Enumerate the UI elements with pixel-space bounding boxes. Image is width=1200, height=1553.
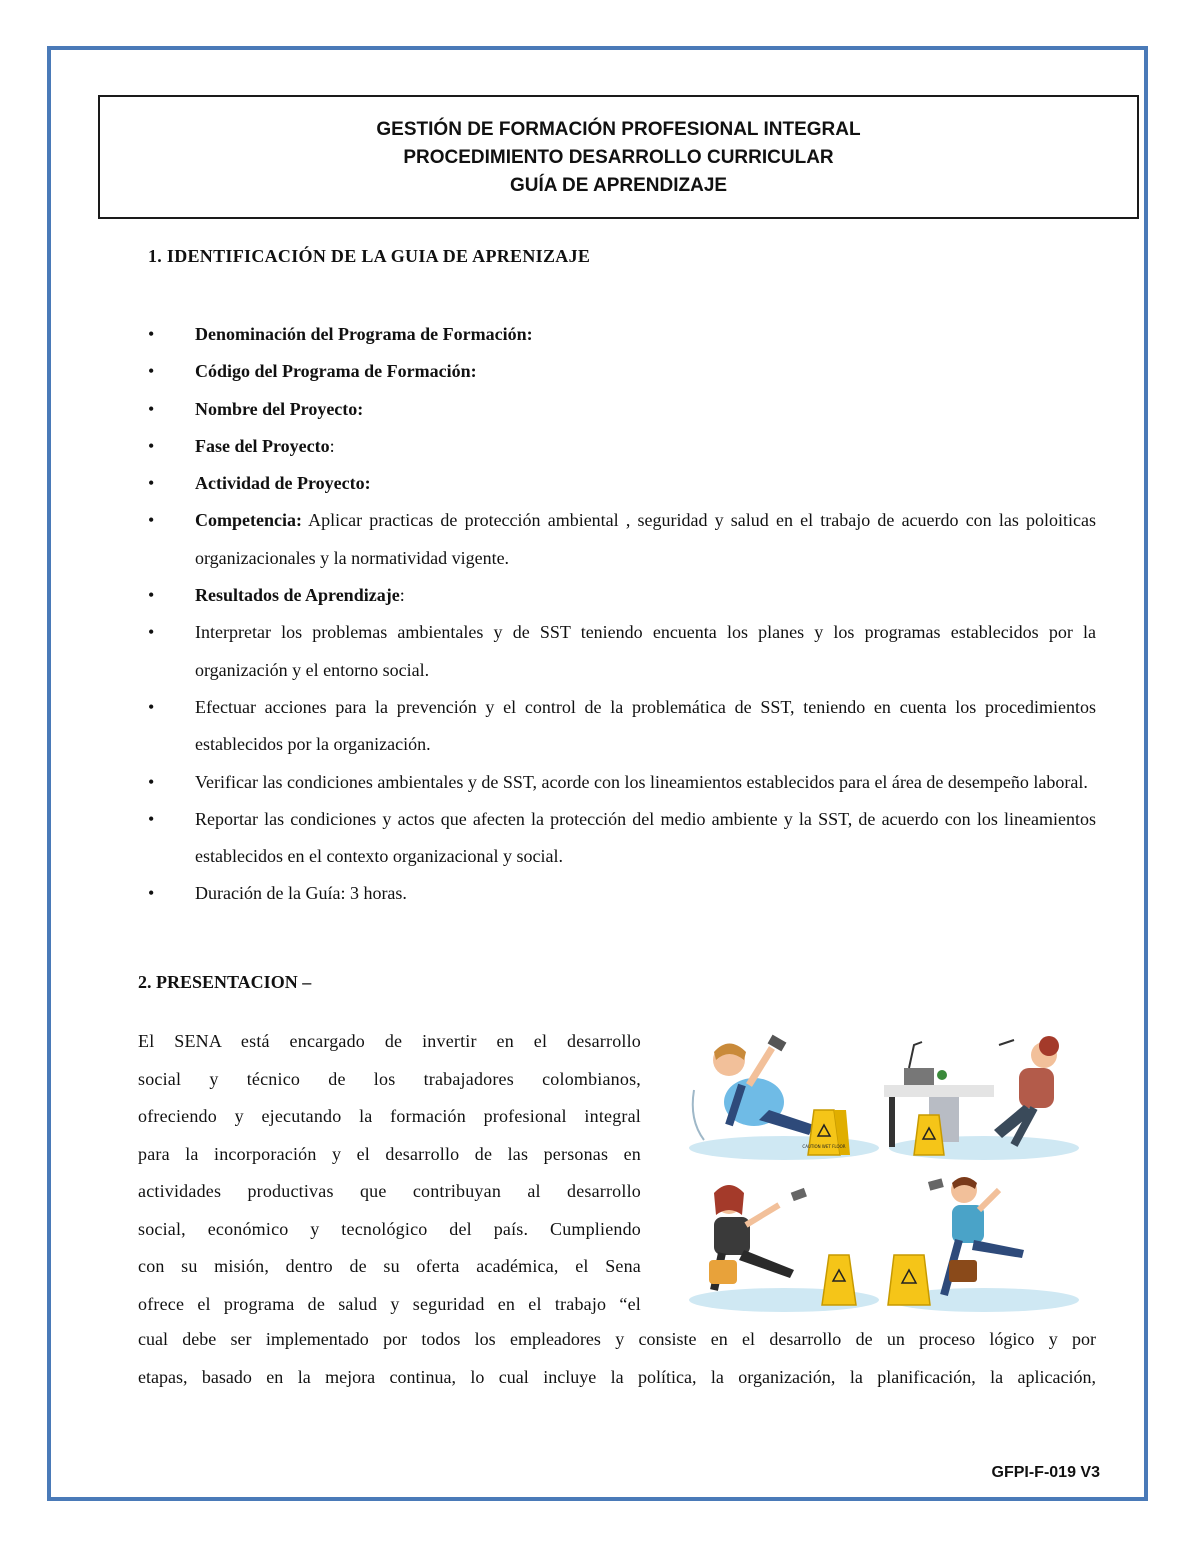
document-header <box>98 95 1139 219</box>
paragraph-line: para la incorporación y el desarrollo de las personas en <box>138 1143 641 1164</box>
list-item: • Actividad de Proyecto: <box>148 465 1096 502</box>
list-item: • Fase del Proyecto: <box>148 428 1096 465</box>
document-code: GFPI-F-019 V3 <box>991 1464 1100 1481</box>
paragraph-line: ofrece el programa de salud y seguridad en el trabajo “el <box>138 1293 641 1314</box>
panel-woman-bag <box>689 1185 879 1312</box>
presentation-paragraph-full <box>138 1321 1096 1396</box>
slip-fall-illustration <box>684 1030 1094 1315</box>
paragraph-line: cual debe ser implementado por todos los empleadores y consiste en el desarrollo de un proceso lógico y por <box>138 1329 1096 1349</box>
panel-man-slipping <box>689 1035 879 1160</box>
paragraph-line: con su misión, dentro de su oferta académica, el Sena <box>138 1256 641 1276</box>
list-item: • Efectuar acciones para la prevención y el control de la problemática de SST, teniendo en cuenta los procedimientos establecidos por la organización. <box>148 689 1096 764</box>
section-2-title: 2. PRESENTACION – <box>138 972 312 992</box>
wet-floor-sign-icon <box>914 1115 944 1155</box>
paragraph-line: social y técnico de los trabajadores colombianos, <box>138 1068 641 1089</box>
panel-man-briefcase <box>888 1177 1079 1312</box>
list-item: • Reportar las condiciones y actos que afecten la protección del medio ambiente y la SST, de acuerdo con los lineamientos establecidos en el contexto organizacional y social. <box>148 801 1096 876</box>
list-item: • Verificar las condiciones ambientales y de SST, acorde con los lineamientos establecidos para el área de desempeño laboral. <box>148 764 1096 801</box>
header-guide: GUÍA DE APRENDIZAJE <box>509 175 728 196</box>
paragraph-line: social, económico y tecnológico del país. Cumpliendo <box>138 1218 641 1239</box>
panel-woman-desk <box>884 1036 1079 1160</box>
identification-list <box>148 316 1096 913</box>
list-item: • Código del Programa de Formación: <box>148 353 1096 390</box>
paragraph-line: ofreciendo y ejecutando la formación profesional integral <box>138 1106 641 1126</box>
wet-floor-sign-icon <box>888 1255 930 1305</box>
list-item: • Interpretar los problemas ambientales y de SST teniendo encuenta los planes y los programas establecidos por la organización y el entorno social. <box>148 614 1096 689</box>
section-1-title: 1. IDENTIFICACIÓN DE LA GUIA DE APRENIZAJE <box>148 246 591 266</box>
presentation-paragraph-wrapped <box>138 1023 641 1323</box>
list-item: • Nombre del Proyecto: <box>148 391 1096 428</box>
paragraph-line: actividades productivas que contribuyan al desarrollo <box>138 1181 641 1201</box>
paragraph-line: El SENA está encargado de invertir en el desarrollo <box>138 1031 641 1051</box>
list-item: • Competencia: Aplicar practicas de protección ambiental , seguridad y salud en el trabajo de acuerdo con las poloiticas organizacionales y la normatividad vigente. <box>148 502 1096 577</box>
list-item: • Denominación del Programa de Formación: <box>148 316 1096 353</box>
list-item: • Duración de la Guía: 3 horas. <box>148 875 1096 912</box>
list-item: • Resultados de Aprendizaje: <box>148 577 1096 614</box>
header-procedure: PROCEDIMIENTO DESARROLLO CURRICULAR <box>403 147 834 168</box>
paragraph-line: etapas, basado en la mejora continua, lo cual incluye la política, la organización, la planificación, la aplicación, <box>138 1366 1096 1387</box>
sign-text: CAUTION WET FLOOR <box>802 1144 846 1149</box>
wet-floor-sign-icon <box>822 1255 856 1305</box>
header-title: GESTIÓN DE FORMACIÓN PROFESIONAL INTEGRAL <box>376 119 861 140</box>
